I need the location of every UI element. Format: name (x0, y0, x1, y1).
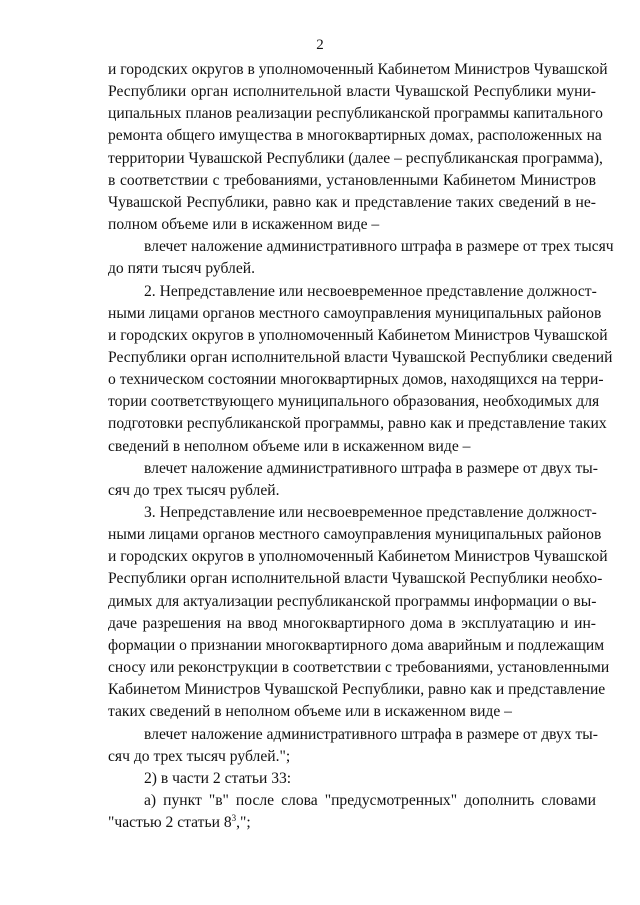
text-line: в соответствии с требованиями, установленными Кабинетом Министров (108, 171, 596, 189)
text-line: территории Чувашской Республики (далее – республиканская программа), (108, 149, 603, 167)
text-line: и городских округов в уполномоченный Кабинетом Министров Чувашской (108, 548, 608, 566)
text-line: и городских округов в уполномоченный Кабинетом Министров Чувашской (108, 61, 608, 78)
text-line: подготовки республиканской программы, равно как и представление таких (108, 415, 607, 433)
text-line: таких сведений в неполном объеме или в искаженном виде – (108, 703, 512, 721)
text-line: даче разрешения на ввод многоквартирного дома в эксплуатацию и ин- (108, 614, 596, 632)
text-line: а) пункт "в" после слова "предусмотренных" дополнить словами (144, 791, 596, 809)
last-line-after: ,"; (236, 814, 251, 832)
text-line: влечет наложение административного штрафа в размере от двух ты- (144, 725, 598, 743)
text-line: до пяти тысяч рублей. (108, 260, 256, 278)
text-line: сведений в неполном объеме или в искаженном виде – (108, 437, 471, 455)
text-line: ными лицами органов местного самоуправления муниципальных районов (108, 304, 602, 322)
text-line: сяч до трех тысяч рублей."; (108, 747, 291, 765)
text-line: 2) в части 2 статьи 33: (144, 769, 292, 787)
text-line: ремонта общего имущества в многоквартирных домах, расположенных на (108, 127, 602, 145)
text-line: Республики орган исполнительной власти Чувашской Республики муни- (108, 83, 596, 101)
page-number: 2 (316, 37, 324, 53)
text-line: Республики орган исполнительной власти Чувашской Республики необхо- (108, 570, 603, 588)
superscript: 3 (231, 813, 237, 824)
text-line: и городских округов в уполномоченный Кабинетом Министров Чувашской (108, 326, 608, 344)
text-line: формации о признании многоквартирного дома аварийным и подлежащим (108, 636, 605, 654)
text-line: сяч до трех тысяч рублей. (108, 481, 280, 499)
text-line: 2. Непредставление или несвоевременное представление должност- (144, 282, 597, 300)
text-line: полном объеме или в искаженном виде – (108, 216, 380, 234)
text-line: Республики орган исполнительной власти Чувашской Республики сведений (108, 348, 613, 366)
text-line: сносу или реконструкции в соответствии с требованиями, установленными (108, 659, 610, 677)
text-line: Кабинетом Министров Чувашской Республики, равно как и представление (108, 681, 606, 699)
text-line: о техническом состоянии многоквартирных домов, находящихся на терри- (108, 371, 604, 389)
text-line: влечет наложение административного штрафа в размере от двух ты- (144, 459, 598, 477)
last-line-before: "частью 2 статьи 8 (108, 814, 232, 832)
text-line: Чувашской Республики, равно как и представление таких сведений в не- (108, 193, 596, 211)
text-line: ципальных планов реализации республиканской программы капитального (108, 105, 603, 123)
text-line: влечет наложение административного штрафа в размере от трех тысяч (144, 238, 614, 256)
text-line: димых для актуализации республиканской программы информации о вы- (108, 592, 597, 610)
text-line: ными лицами органов местного самоуправления муниципальных районов (108, 526, 602, 544)
text-line: 3. Непредставление или несвоевременное представление должност- (144, 504, 597, 521)
text-line: тории соответствующего муниципального образования, необходимых для (108, 393, 600, 411)
text-line-last (108, 813, 596, 833)
